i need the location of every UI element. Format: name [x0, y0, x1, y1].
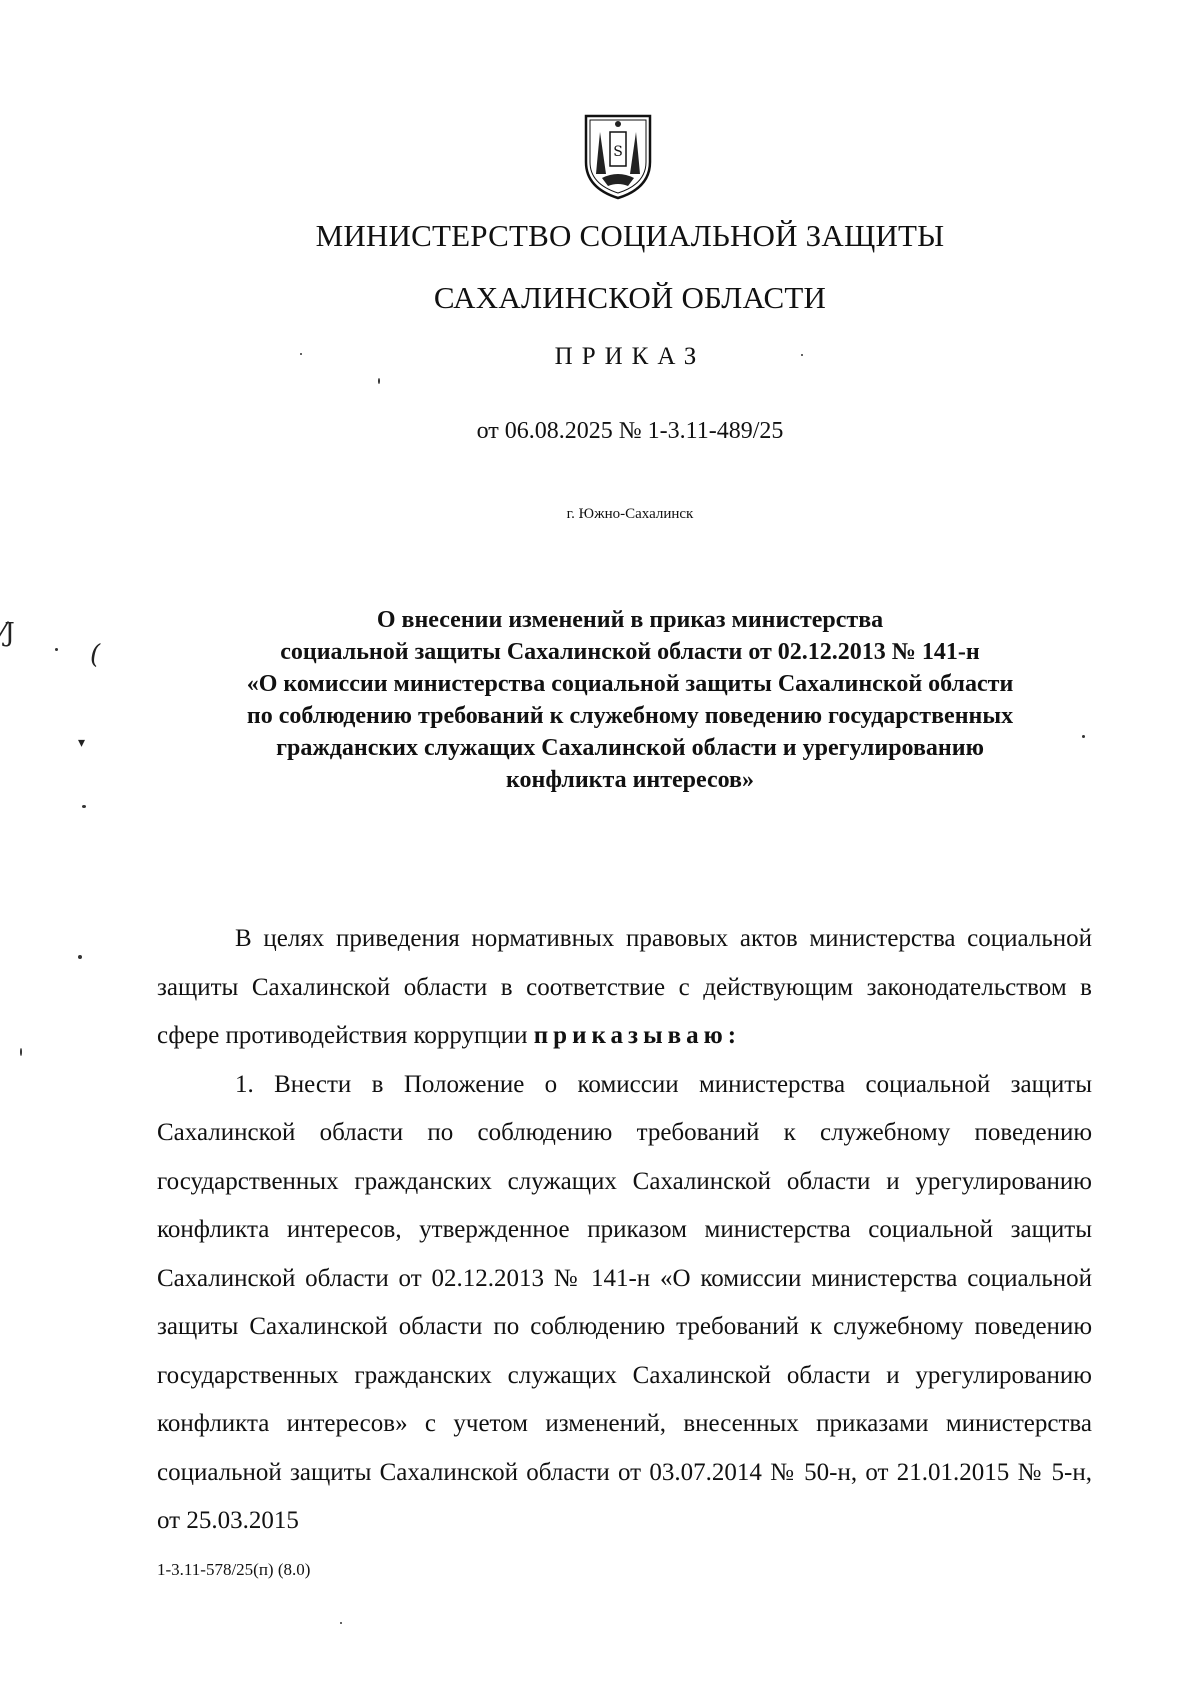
scan-speck: [801, 354, 803, 356]
coat-of-arms-emblem: [582, 112, 654, 200]
document-type: ПРИКАЗ: [554, 343, 706, 370]
order-keyword: приказываю:: [533, 1022, 742, 1049]
scan-speck: [20, 1048, 22, 1056]
scan-speck: [378, 378, 380, 384]
svg-text:S: S: [613, 144, 623, 160]
order-number: от 06.08.2025 № 1-3.11-489/25: [476, 418, 784, 444]
ministry-name-line-2: САХАЛИНСКОЙ ОБЛАСТИ: [433, 280, 827, 315]
scan-speck: [340, 1622, 342, 1624]
scan-speck: [1082, 735, 1085, 738]
heading-line: конфликта интересов»: [506, 767, 754, 793]
heading-line: социальной защиты Сахалинской области от 02.12.2013 № 141-н: [280, 639, 980, 665]
heading-line: «О комиссии министерства социальной защиты Сахалинской области: [246, 671, 1014, 697]
document-code: 1-3.11-578/25(п) (8.0): [157, 1560, 311, 1579]
heading-line: по соблюдению требований к служебному поведению государственных: [246, 703, 1014, 729]
heading-line: О внесении изменений в приказ министерства: [376, 607, 884, 633]
preamble-text: В целях приведения нормативных правовых актов министерства социальной защиты Сахалинской области в соответствие с действующим законодательством в сфере противодействия коррупции: [157, 925, 1092, 1049]
scan-mark: ▾: [78, 735, 86, 751]
scan-speck: [300, 353, 302, 355]
scan-speck: [55, 648, 58, 651]
preamble-paragraph: [157, 915, 1092, 1061]
order-subject-heading: [160, 604, 1100, 796]
ministry-name-line-1: МИНИСТЕРСТВО СОЦИАЛЬНОЙ ЗАЩИТЫ: [315, 218, 945, 253]
city-name: г. Южно-Сахалинск: [566, 506, 694, 522]
scan-speck: [78, 955, 82, 959]
document-body: [157, 915, 1092, 1546]
heading-line: гражданских служащих Сахалинской области и урегулированию: [276, 735, 984, 761]
scan-mark: ⁄J: [0, 618, 15, 648]
item-1-paragraph: 1. Внести в Положение о комиссии министерства социальной защиты Сахалинской области по соблюдению требований к служебному поведению государственных гражданских служащих Сахалинской области и урегулированию конфликта интересов, утвержденное приказом министерства социальной защиты Сахалинской области от 02.12.2013 № 141-н «О комиссии министерства социальной защиты Сахалинской области по соблюдению требований к служебному поведению государственных гражданских служащих Сахалинской области и урегулированию конфликта интересов» с учетом изменений, внесенных приказами министерства социальной защиты Сахалинской области от 03.07.2014 № 50-н, от 21.01.2015 № 5-н, от 25.03.2015: [157, 1070, 1092, 1534]
scan-speck: [82, 805, 86, 808]
scan-mark: (: [90, 640, 101, 670]
